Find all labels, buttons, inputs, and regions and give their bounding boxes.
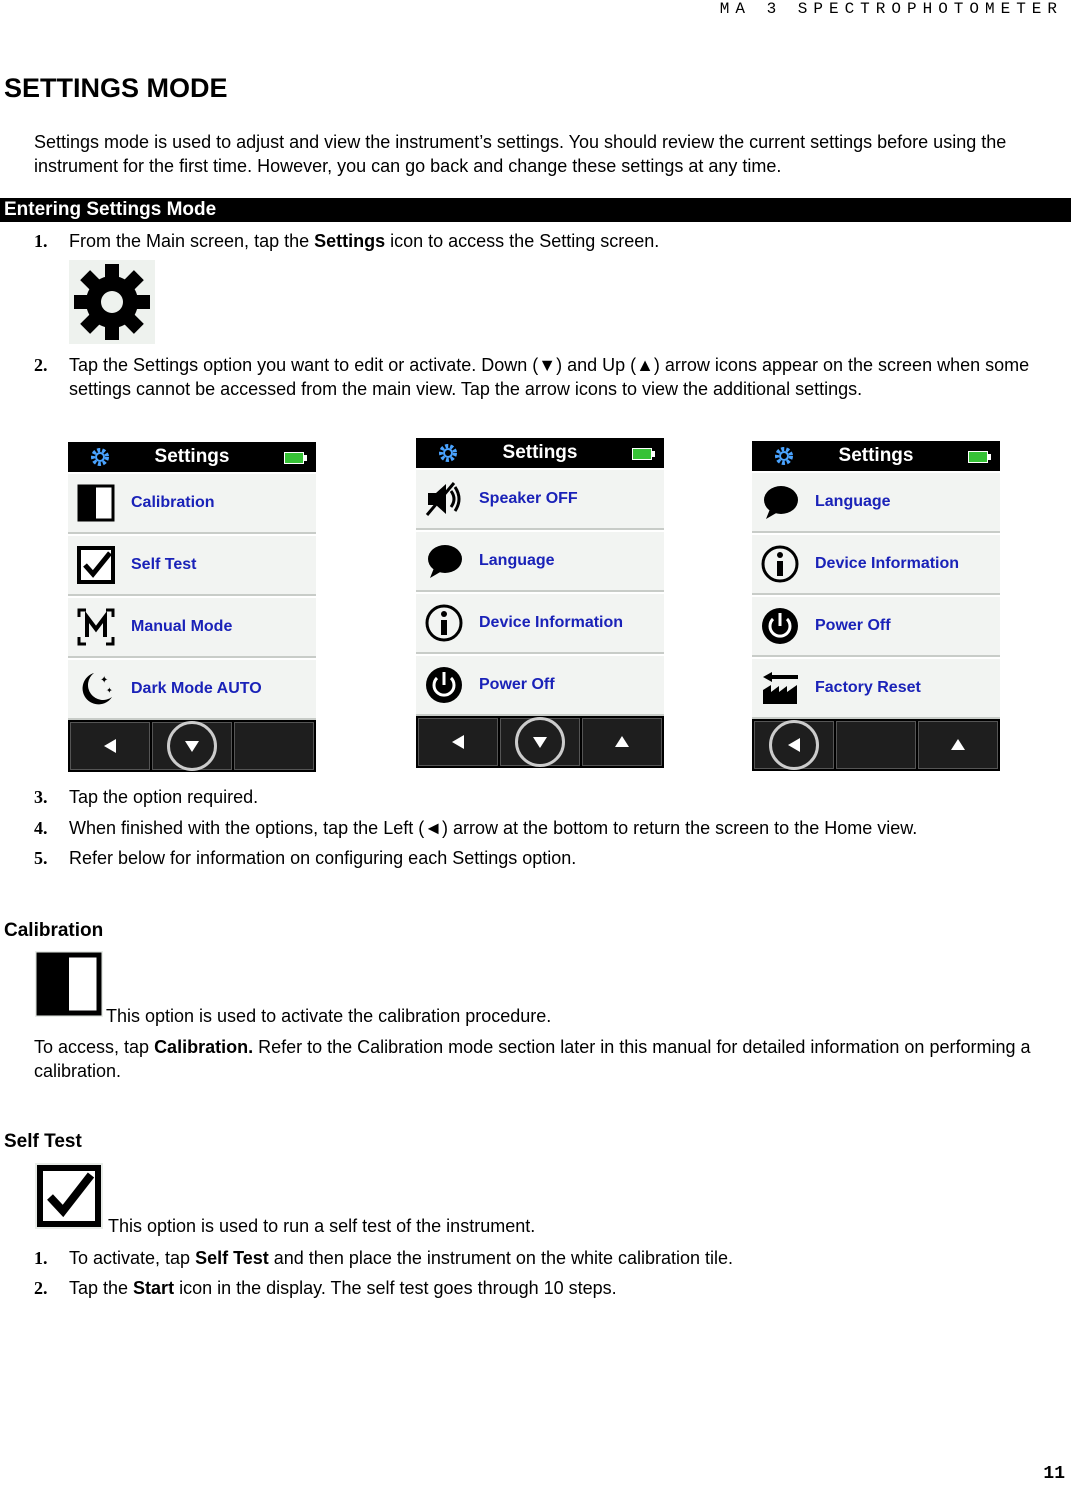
step-text: When finished with the options, tap the Left (◄) arrow at the bottom to return the screen to the Home view. (69, 818, 918, 838)
menu-item-label: Power Off (815, 617, 891, 634)
menu-item-label: Power Off (479, 676, 555, 693)
menu-item-device-info[interactable] (416, 594, 664, 654)
down-arrow-button[interactable] (152, 722, 232, 770)
menu-item-language[interactable] (752, 473, 1000, 533)
step-number: 3. (34, 787, 48, 807)
up-arrow-button[interactable] (582, 718, 662, 766)
menu-item-label: Device Information (479, 614, 624, 631)
down-arrow-button[interactable] (500, 718, 580, 766)
calibration-icon-text: This option is used to activate the calibration procedure. (106, 1006, 552, 1026)
device-info-icon (424, 603, 464, 643)
device-nav-bar (752, 719, 1000, 771)
dark-mode-icon (76, 669, 116, 709)
device-screen-1 (68, 442, 316, 772)
language-icon (424, 541, 464, 581)
up-arrow-button[interactable] (918, 721, 998, 769)
step-text: From the Main screen, tap the Settings icon to access the Setting screen. (69, 231, 660, 251)
battery-icon (632, 448, 652, 460)
device-info-icon (760, 544, 800, 584)
gear-icon (90, 447, 110, 467)
speaker-off-icon (424, 479, 464, 519)
left-arrow-button[interactable] (70, 722, 150, 770)
device-nav-bar (416, 716, 664, 768)
step-number: 2. (34, 1278, 48, 1298)
down-arrow-icon (532, 734, 548, 750)
menu-item-label: Manual Mode (131, 618, 233, 635)
device-screen-3 (752, 441, 1000, 771)
left-arrow-icon (786, 737, 802, 753)
menu-item-calibration[interactable] (68, 474, 316, 534)
self-test-icon-text: This option is used to run a self test of the instrument. (108, 1216, 536, 1236)
step-text: Refer below for information on configuring each Settings option. (69, 848, 577, 868)
menu-item-label: Dark Mode AUTO (131, 680, 262, 697)
menu-item-label: Device Information (815, 555, 960, 572)
menu-item-self-test[interactable] (68, 536, 316, 596)
calibration-paragraph: To access, tap Calibration. Refer to the Calibration mode section later in this manual for detailed information on performing a calibration. (34, 1037, 1031, 1081)
step-text: Tap the Settings option you want to edit or activate. Down (▼) and Up (▲) arrow icons appear on the screen when some settings cannot be accessed from the main view. Tap the arrow icons to view the additional settings. (69, 355, 1030, 399)
menu-item-speaker[interactable] (416, 470, 664, 530)
left-arrow-button[interactable] (418, 718, 498, 766)
battery-icon (284, 452, 304, 464)
self-test-icon (76, 545, 116, 585)
running-head: MA 3 SPECTROPHOTOMETER (719, 0, 1063, 18)
svg-text:✦: ✦ (106, 686, 113, 695)
section-header: Entering Settings Mode (0, 198, 1071, 222)
menu-item-label: Calibration (131, 494, 215, 511)
step-text: Tap the Start icon in the display. The self test goes through 10 steps. (69, 1278, 617, 1298)
up-arrow-icon (950, 737, 966, 753)
menu-item-factory-reset[interactable] (752, 659, 1000, 719)
menu-item-label: Language (479, 552, 555, 569)
menu-item-label: Language (815, 493, 891, 510)
battery-icon (968, 451, 988, 463)
device-screen-2 (416, 438, 664, 768)
menu-item-power-off[interactable] (752, 597, 1000, 657)
menu-item-dark-mode[interactable] (68, 660, 316, 720)
device-header (68, 442, 316, 472)
power-icon (424, 665, 464, 705)
menu-item-label: Self Test (131, 556, 197, 573)
device-nav-bar (68, 720, 316, 772)
menu-item-language[interactable] (416, 532, 664, 592)
calibration-icon (76, 483, 116, 523)
left-arrow-button[interactable] (754, 721, 834, 769)
menu-item-power-off[interactable] (416, 656, 664, 716)
language-icon (760, 482, 800, 522)
menu-item-device-info[interactable] (752, 535, 1000, 595)
menu-item-label: Speaker OFF (479, 490, 578, 507)
self-test-heading: Self Test (4, 1131, 82, 1152)
settings-gear-icon (69, 260, 155, 344)
step-number: 2. (34, 355, 48, 375)
calibration-heading: Calibration (4, 920, 104, 941)
manual-mode-icon (76, 607, 116, 647)
device-title: Settings (502, 442, 578, 463)
left-arrow-icon (450, 734, 466, 750)
power-icon (760, 606, 800, 646)
step-text: Tap the option required. (69, 787, 259, 807)
device-title: Settings (838, 445, 914, 466)
menu-item-manual-mode[interactable] (68, 598, 316, 658)
empty-nav-cell (836, 721, 916, 769)
device-title: Settings (154, 446, 230, 467)
device-header (752, 441, 1000, 471)
factory-reset-icon (760, 668, 800, 708)
svg-text:✦: ✦ (100, 675, 109, 686)
step-number: 4. (34, 818, 48, 838)
page-title: SETTINGS MODE (4, 73, 228, 103)
left-arrow-icon (102, 738, 118, 754)
calibration-icon (35, 951, 103, 1017)
up-arrow-icon (614, 734, 630, 750)
gear-icon (438, 443, 458, 463)
intro-paragraph: Settings mode is used to adjust and view the instrument’s settings. You should review the current settings before using the instrument for the first time. However, you can go back and change these settings at any time. (34, 132, 1007, 176)
self-test-icon (35, 1163, 103, 1229)
device-header (416, 438, 664, 468)
empty-nav-cell (234, 722, 314, 770)
down-arrow-icon (184, 738, 200, 754)
step-text: To activate, tap Self Test and then place the instrument on the white calibration tile. (69, 1248, 734, 1268)
menu-item-label: Factory Reset (815, 679, 921, 696)
step-number: 5. (34, 848, 48, 868)
page-number: 11 (1043, 1464, 1065, 1484)
step-number: 1. (34, 231, 48, 251)
gear-icon (774, 446, 794, 466)
step-number: 1. (34, 1248, 48, 1268)
